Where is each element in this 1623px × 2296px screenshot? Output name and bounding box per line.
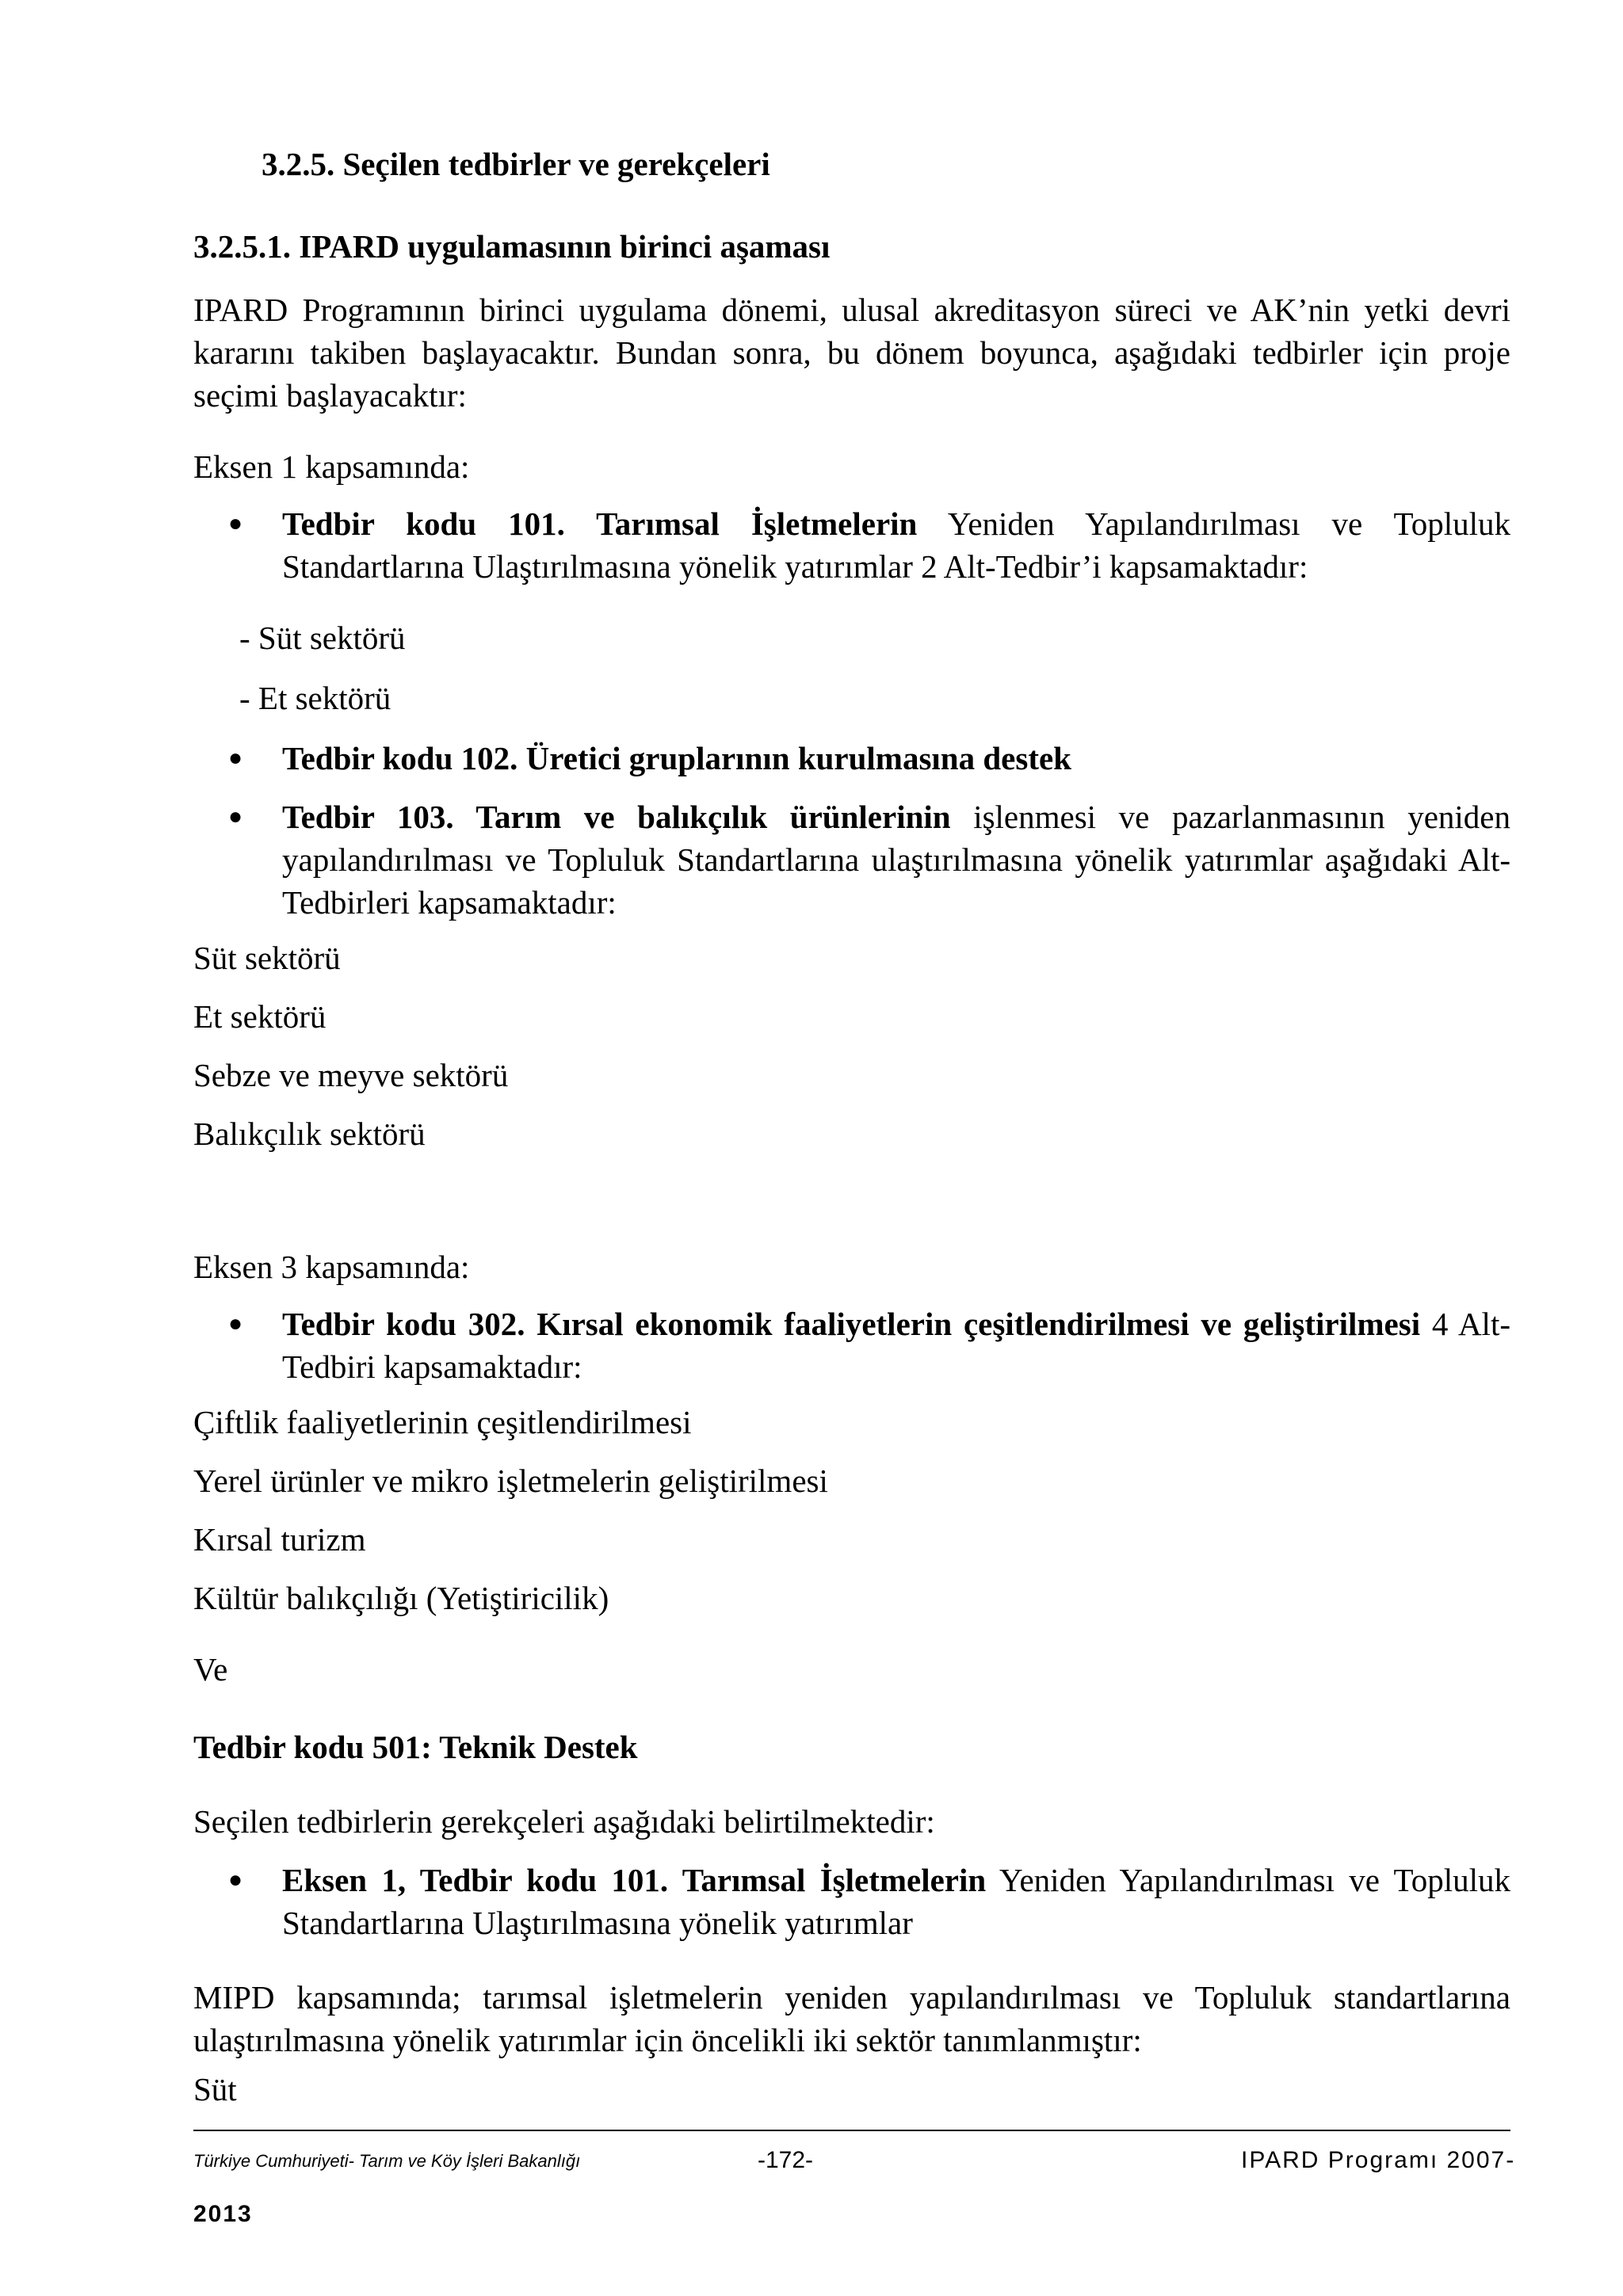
bullet-icon: ● [228,510,243,536]
bullet-icon: ● [228,745,243,771]
measure-101-bold: Tedbir kodu 101. Tarımsal İşletmelerin [282,505,918,542]
and-word: Ve [193,1651,228,1688]
footer-program: IPARD Programı 2007- [1241,2147,1516,2173]
measure-103-sub: Et sektörü [193,998,327,1035]
measure-103-sub: Sebze ve meyve sektörü [193,1057,509,1093]
footer-ministry: Türkiye Cumhuriyeti- Tarım ve Köy İşleri Bakanlığı [193,2151,581,2171]
measure-101-item [282,502,1510,588]
bullet-icon: ● [228,803,243,830]
footer-page-number: -172- [758,2147,814,2173]
measure-501-heading: Tedbir kodu 501: Teknik Destek [193,1729,638,1765]
measure-302-sub: Kırsal turizm [193,1521,366,1558]
intro-paragraph: IPARD Programının birinci uygulama dönemi, ulusal akreditasyon süreci ve AK’nin yetki devri kararını takiben başlayacaktır. Bundan sonra, bu dönem boyunca, aşağıdaki tedbirler için proje seçimi başlayacaktır: [193,292,1510,414]
mipd-paragraph: MIPD kapsamında; tarımsal işletmelerin yeniden yapılandırılması ve Topluluk standartlarına ulaştırılmasına yönelik yatırımlar için öncelikli iki sektör tanımlanmıştır: [193,1979,1510,2058]
measure-302-sub: Yerel ürünler ve mikro işletmelerin geliştirilmesi [193,1463,828,1499]
bullet-icon: ● [228,1867,243,1893]
measure-302-item [282,1302,1510,1388]
measure-101-text: Yeniden Yapılandırılması ve Topluluk Standartlarına Ulaştırılmasına yönelik yatırımlar 2 Alt-Tedbir’i kapsamaktadır: [282,505,1510,585]
measure-103-item [282,795,1510,924]
justification-intro: Seçilen tedbirlerin gerekçeleri aşağıdaki belirtilmektedir: [193,1803,935,1840]
subsection-heading: 3.2.5.1. IPARD uygulamasının birinci aşaması [193,228,831,265]
last-line: Süt [193,2071,237,2107]
bullet-icon: ● [228,1310,243,1337]
justification-101-bold: Eksen 1, Tedbir kodu 101. Tarımsal İşletmelerin [282,1862,987,1898]
measure-103-sub: Balıkçılık sektörü [193,1116,426,1152]
measure-302-sub: Kültür balıkçılığı (Yetiştiricilik) [193,1580,609,1616]
justification-101-text: Yeniden Yapılandırılması ve Topluluk Standartlarına Ulaştırılmasına yönelik yatırımlar [282,1862,1510,1941]
measure-101-sub: - Süt sektörü [239,620,406,656]
measure-103-bold: Tedbir 103. Tarım ve balıkçılık ürünlerinin [282,799,951,835]
measure-302-sub: Çiftlik faaliyetlerinin çeşitlendirilmesi [193,1404,692,1440]
measure-101-sub: - Et sektörü [239,680,391,716]
measure-102-item: Tedbir kodu 102. Üretici gruplarının kurulmasına destek [282,740,1071,776]
measure-302-text: 4 Alt-Tedbiri kapsamaktadır: [282,1306,1510,1385]
measure-302-bold: Tedbir kodu 302. Kırsal ekonomik faaliyetlerin çeşitlendirilmesi ve geliştirilmesi [282,1306,1421,1342]
footer-year: 2013 [193,2201,253,2227]
measure-103-text: işlenmesi ve pazarlanmasının yeniden yapılandırılması ve Topluluk Standartlarına ulaştırılmasına yönelik yatırımlar aşağıdaki Alt-Tedbirleri kapsamaktadır: [282,799,1510,921]
footer-divider [193,2130,1510,2131]
measure-103-sub: Süt sektörü [193,940,341,976]
axis3-label: Eksen 3 kapsamında: [193,1249,470,1285]
axis1-label: Eksen 1 kapsamında: [193,448,470,485]
justification-101-item [282,1859,1510,1944]
section-heading: 3.2.5. Seçilen tedbirler ve gerekçeleri [262,146,770,182]
